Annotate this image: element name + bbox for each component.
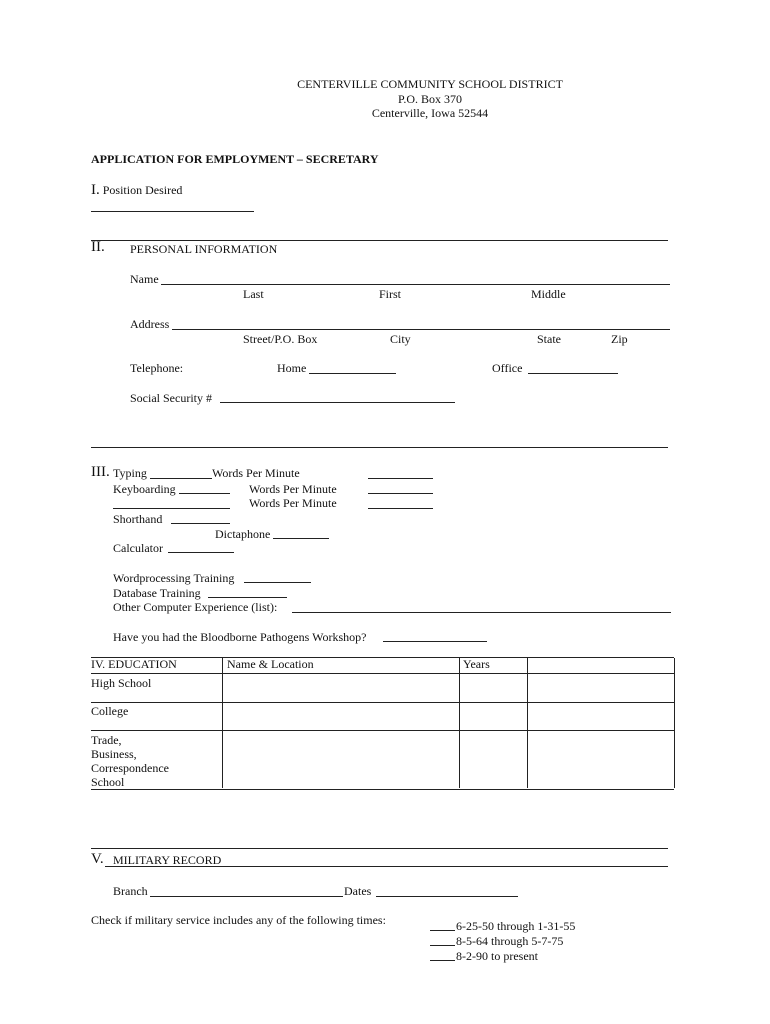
military-heading-underline bbox=[105, 866, 668, 867]
education-table-top bbox=[91, 657, 674, 658]
position-desired-label: Position Desired bbox=[102, 183, 183, 197]
bloodborne-question: Have you had the Bloodborne Pathogens Workshop? bbox=[113, 630, 367, 644]
other-computer-field[interactable] bbox=[292, 612, 671, 613]
divider bbox=[91, 447, 668, 448]
education-row-business: Business, bbox=[91, 747, 137, 761]
years-header: Years bbox=[463, 657, 490, 671]
home-phone-field[interactable] bbox=[309, 373, 396, 374]
branch-label: Branch bbox=[113, 884, 148, 898]
office-phone-label: Office bbox=[492, 361, 523, 375]
shorthand-label: Shorthand bbox=[113, 512, 163, 526]
education-row-high-school: High School bbox=[91, 676, 152, 690]
table-row-line bbox=[91, 702, 674, 703]
other-skill-wpm-label: Words Per Minute bbox=[249, 496, 337, 510]
dictaphone-label: Dictaphone bbox=[215, 527, 271, 541]
education-row-correspondence: Correspondence bbox=[91, 761, 169, 775]
typing-field[interactable] bbox=[150, 478, 212, 479]
period-2-checkbox[interactable] bbox=[430, 945, 455, 946]
table-col-divider bbox=[222, 658, 223, 788]
dictaphone-field[interactable] bbox=[273, 538, 329, 539]
keyboarding-wpm-label: Words Per Minute bbox=[249, 482, 337, 496]
table-row-line bbox=[91, 673, 674, 674]
bloodborne-field[interactable] bbox=[383, 641, 487, 642]
typing-label: Typing bbox=[113, 466, 147, 480]
military-check-instructions: Check if military service includes any of the following times: bbox=[91, 913, 386, 927]
divider bbox=[91, 240, 668, 241]
name-label: Name bbox=[130, 272, 159, 286]
typing-wpm-label: Words Per Minute bbox=[212, 466, 300, 480]
wordprocessing-label: Wordprocessing Training bbox=[113, 571, 235, 585]
section-1-heading bbox=[91, 183, 182, 197]
district-name: CENTERVILLE COMMUNITY SCHOOL DISTRICT bbox=[297, 77, 563, 91]
home-phone-label: Home bbox=[277, 361, 307, 375]
other-computer-label: Other Computer Experience (list): bbox=[113, 600, 278, 614]
po-box: P.O. Box 370 bbox=[397, 92, 462, 106]
table-col-divider bbox=[527, 658, 528, 788]
calculator-label: Calculator bbox=[113, 541, 163, 555]
divider bbox=[91, 848, 668, 849]
dates-field[interactable] bbox=[376, 896, 518, 897]
period-3-label: 8-2-90 to present bbox=[456, 949, 538, 963]
form-title: APPLICATION FOR EMPLOYMENT – SECRETARY bbox=[91, 152, 379, 166]
period-2-label: 8-5-64 through 5-7-75 bbox=[456, 934, 564, 948]
education-row-school: School bbox=[91, 775, 125, 789]
name-location-header: Name & Location bbox=[227, 657, 314, 671]
database-label: Database Training bbox=[113, 586, 201, 600]
period-1-checkbox[interactable] bbox=[430, 930, 455, 931]
table-col-divider bbox=[459, 658, 460, 788]
wordprocessing-field[interactable] bbox=[244, 582, 311, 583]
military-heading: MILITARY RECORD bbox=[113, 853, 222, 867]
keyboarding-field[interactable] bbox=[179, 493, 230, 494]
address-zip-caption: Zip bbox=[611, 332, 628, 346]
period-1-label: 6-25-50 through 1-31-55 bbox=[456, 919, 576, 933]
name-middle-caption: Middle bbox=[531, 287, 566, 301]
section-3-numeral: III. bbox=[91, 464, 110, 480]
name-first-caption: First bbox=[379, 287, 402, 301]
branch-field[interactable] bbox=[150, 896, 343, 897]
education-table-bottom bbox=[91, 789, 674, 790]
address-city-caption: City bbox=[390, 332, 411, 346]
education-row-trade: Trade, bbox=[91, 733, 122, 747]
table-col-divider bbox=[674, 658, 675, 788]
dates-label: Dates bbox=[344, 884, 372, 898]
database-field[interactable] bbox=[208, 597, 287, 598]
telephone-label: Telephone: bbox=[130, 361, 184, 375]
address-state-caption: State bbox=[537, 332, 561, 346]
table-row-line bbox=[91, 730, 674, 731]
position-desired-field[interactable] bbox=[91, 211, 254, 212]
name-last-caption: Last bbox=[243, 287, 264, 301]
section-5-numeral: V. bbox=[91, 851, 104, 867]
typing-wpm-field[interactable] bbox=[368, 478, 433, 479]
education-row-college: College bbox=[91, 704, 129, 718]
personal-info-heading: PERSONAL INFORMATION bbox=[130, 242, 278, 256]
name-field[interactable] bbox=[161, 284, 670, 285]
ssn-label: Social Security # bbox=[130, 391, 212, 405]
other-skill-wpm-field[interactable] bbox=[368, 508, 433, 509]
ssn-field[interactable] bbox=[220, 402, 455, 403]
city-state: Centerville, Iowa 52544 bbox=[371, 106, 489, 120]
office-phone-field[interactable] bbox=[528, 373, 618, 374]
shorthand-field[interactable] bbox=[171, 523, 230, 524]
calculator-field[interactable] bbox=[168, 552, 234, 553]
keyboarding-wpm-field[interactable] bbox=[368, 493, 433, 494]
address-label: Address bbox=[130, 317, 170, 331]
address-street-caption: Street/P.O. Box bbox=[243, 332, 318, 346]
period-3-checkbox[interactable] bbox=[430, 960, 455, 961]
other-skill-field[interactable] bbox=[113, 508, 230, 509]
section-1-numeral: I. bbox=[91, 182, 100, 198]
address-field[interactable] bbox=[172, 329, 670, 330]
education-heading: IV. EDUCATION bbox=[91, 657, 177, 671]
keyboarding-label: Keyboarding bbox=[113, 482, 176, 496]
section-2-numeral: II. bbox=[91, 239, 105, 255]
